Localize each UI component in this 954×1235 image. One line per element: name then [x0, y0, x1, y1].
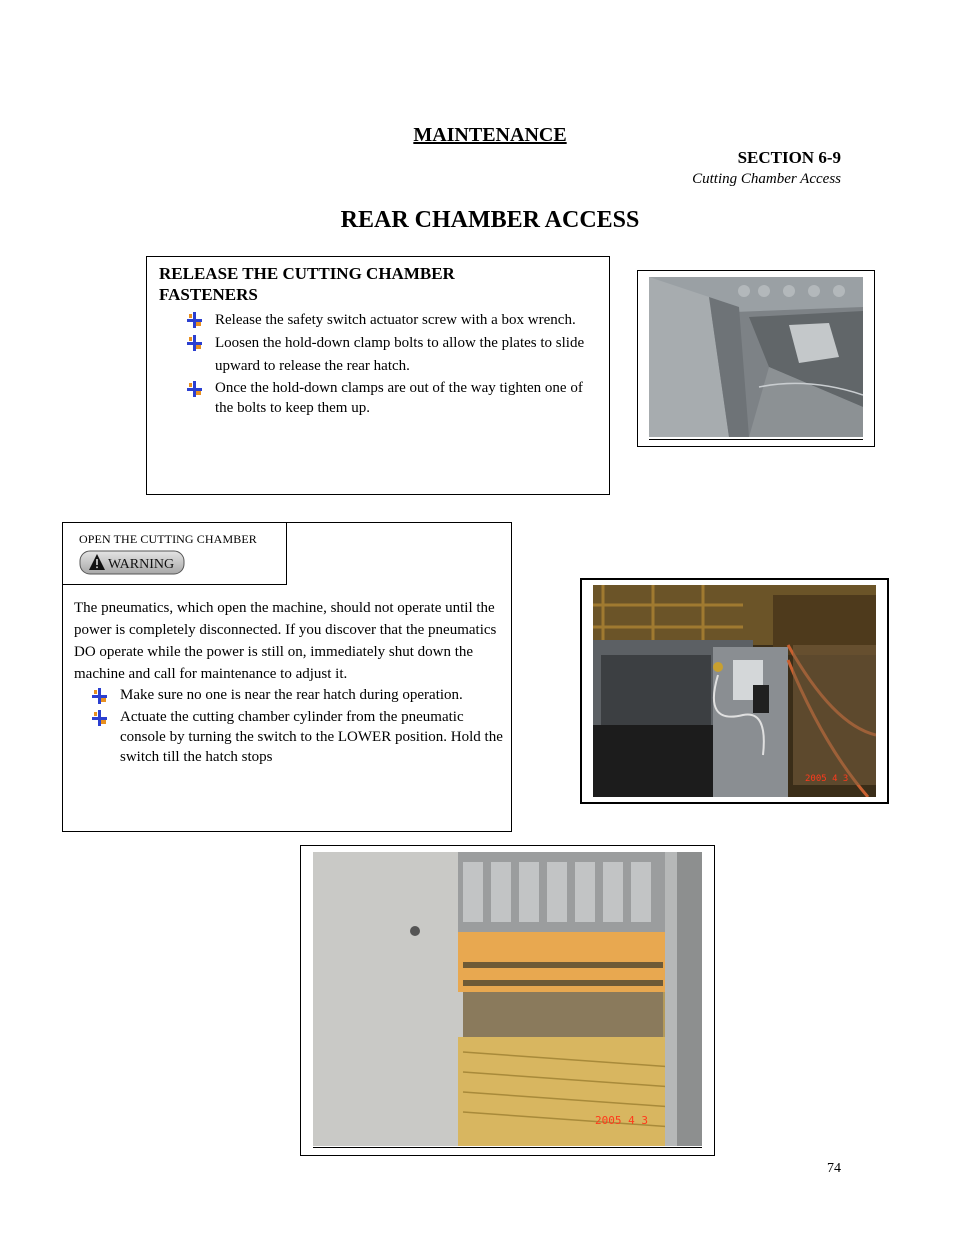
page-title: REAR CHAMBER ACCESS	[340, 207, 640, 233]
warning-bullet-1: Make sure no one is near the rear hatch during operation.	[120, 687, 463, 703]
list-item	[63, 707, 504, 767]
warning-tab	[62, 522, 287, 585]
warning-badge-label: WARNING	[108, 557, 175, 572]
arrow-bullet-icon	[92, 688, 108, 704]
arrow-bullet-icon	[92, 710, 108, 726]
fasteners-heading-line2: FASTENERS	[159, 285, 258, 304]
open-cutting-chamber-image	[313, 852, 702, 1146]
page-number: 74	[827, 1161, 841, 1176]
fasteners-bullet-2: Loosen the hold-down clamp bolts to allow the plates to slide upward to release the rear hatch.	[215, 335, 585, 374]
photo-open-cutting-chamber	[300, 845, 715, 1156]
photo2-datestamp: 2005 4 3	[805, 774, 849, 784]
warning-bullet-2: Actuate the cutting chamber cylinder from the pneumatic console by turning the switch to the LOWER position. Hold the switch till the hatch stops	[120, 709, 503, 765]
section-number: SECTION 6-9	[737, 148, 841, 167]
fasteners-heading	[159, 263, 597, 305]
list-item	[159, 309, 597, 332]
list-item	[159, 332, 597, 378]
fasteners-instructions-box	[146, 256, 610, 495]
fasteners-bullet-list	[159, 309, 597, 418]
arrow-bullet-icon	[187, 381, 203, 397]
warning-tab-caption: OPEN THE CUTTING CHAMBER	[79, 532, 257, 546]
pneumatic-console-image	[593, 585, 876, 797]
photo-pneumatic-console	[580, 578, 889, 804]
photo3-datestamp: 2005 4 3	[595, 1114, 648, 1127]
photo-underline	[313, 1147, 702, 1148]
warning-body	[74, 597, 504, 767]
open-chamber-warning-box	[62, 522, 512, 832]
list-item	[63, 685, 504, 705]
arrow-bullet-icon	[187, 335, 203, 351]
photo-underline	[649, 439, 863, 440]
fasteners-bullet-1: Release the safety switch actuator screw with a box wrench.	[215, 312, 576, 328]
section-subtitle: Cutting Chamber Access	[692, 171, 841, 187]
fasteners-heading-line1: RELEASE THE CUTTING CHAMBER	[159, 264, 455, 283]
clamp-plates-image	[649, 277, 863, 437]
section-header-title: MAINTENANCE	[413, 124, 567, 146]
photo-clamp-plates	[637, 270, 875, 447]
warning-bullet-list	[63, 685, 504, 767]
fasteners-bullet-3: Once the hold-down clamps are out of the way tighten one of the bolts to keep them up.	[215, 380, 583, 416]
warning-paragraph: The pneumatics, which open the machine, should not operate until the power is completely disconnected. If you discover that the pneumatics DO operate while the power is still on, immediately shut down the machine and call for maintenance to adjust it.	[74, 600, 497, 682]
warning-badge-icon	[79, 550, 187, 575]
arrow-bullet-icon	[187, 312, 203, 328]
list-item	[159, 378, 597, 418]
